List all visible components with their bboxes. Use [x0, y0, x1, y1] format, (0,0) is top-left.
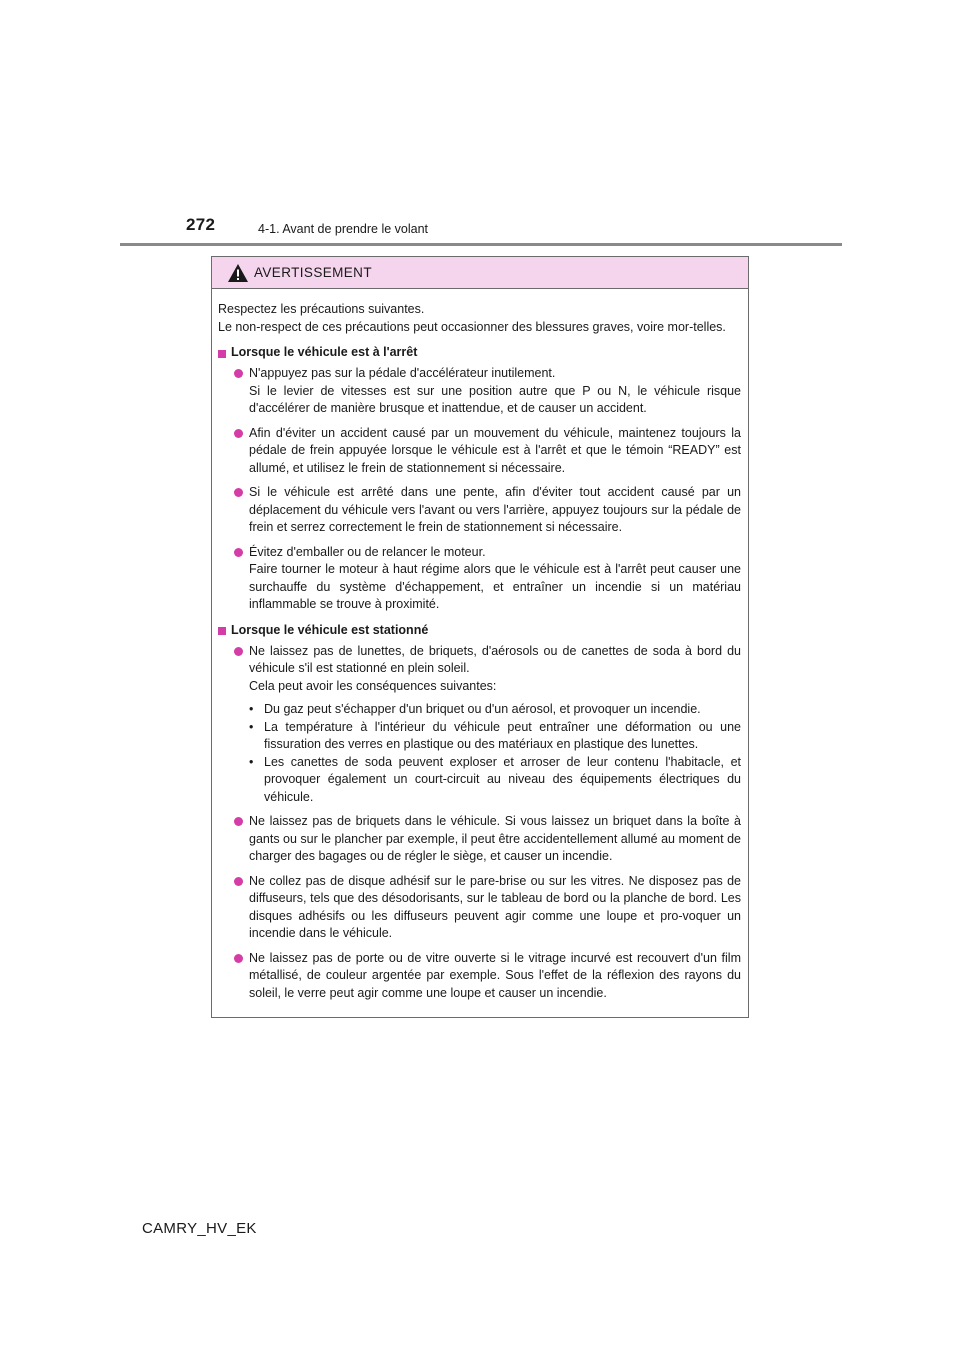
item-text: Afin d'éviter un accident causé par un mouvement du véhicule, maintenez toujours la pédale de frein appuyée lorsque le véhicule est à l'arrêt et que le témoin “READY” est allumé, et utilisez le frein de stationnement si nécessaire.	[249, 425, 741, 475]
item-text: Ne laissez pas de porte ou de vitre ouverte si le vitrage incurvé est recouvert d'un film métallisé, de couleur argentée par exemple. Sous l'effet de la réflexion des rayons du soleil, le verre peut agir comme une loupe et causer un incendie.	[249, 950, 741, 1000]
bullet-dot-icon	[234, 954, 243, 963]
sub-item-text: La température à l'intérieur du véhicule peut entraîner une déformation ou une fissuration des verres en plastique ou des matériaux en plastique des lunettes.	[264, 719, 741, 751]
list-item	[218, 950, 741, 1003]
bullet-dot-icon	[234, 548, 243, 557]
sub-bullet-icon: •	[249, 719, 254, 734]
bullet-dot-icon	[234, 877, 243, 886]
item-text: Si le levier de vitesses est sur une position autre que P ou N, le véhicule risque d'accélérer de manière brusque et inattendue, et de causer un accident.	[249, 383, 741, 415]
list-item	[218, 813, 741, 866]
sub-list-item	[249, 719, 741, 754]
bullet-dot-icon	[234, 647, 243, 656]
sub-bullet-icon: •	[249, 702, 254, 716]
bullet-dot-icon	[234, 369, 243, 378]
list-item	[218, 544, 741, 614]
square-bullet-icon	[218, 350, 226, 358]
warning-box	[211, 256, 749, 1018]
sub-item-text: Du gaz peut s'échapper d'un briquet ou d'un aérosol, et provoquer un incendie.	[264, 702, 701, 716]
item-text: Cela peut avoir les conséquences suivantes:	[249, 678, 497, 693]
warning-title: AVERTISSEMENT	[254, 265, 372, 280]
section-heading-stopped	[218, 344, 741, 362]
sub-item-text: Les canettes de soda peuvent exploser et arroser de leur contenu l'habitacle, et provoquer également un court-circuit au niveau des équipements électriques du véhicule.	[264, 754, 741, 804]
page-number: 272	[186, 215, 216, 234]
intro-line: Le non-respect de ces précautions peut occasionner des blessures graves, voire mor-telles.	[218, 319, 726, 334]
document-code: CAMRY_HV_EK	[142, 1220, 257, 1237]
list-item	[218, 484, 741, 537]
list-item	[218, 425, 741, 478]
square-bullet-icon	[218, 627, 226, 635]
bullet-dot-icon	[234, 817, 243, 826]
section-heading-parked	[218, 622, 741, 640]
warning-body	[212, 289, 748, 1002]
warning-triangle-icon	[227, 263, 249, 283]
item-text: Ne laissez pas de briquets dans le véhicule. Si vous laissez un briquet dans la boîte à gants ou sur le plancher par exemple, il peut être accidentellement allumé au moment de charger des bagages ou de régler le siège, et causer un incendie.	[249, 814, 741, 863]
section-heading-text: Lorsque le véhicule est stationné	[231, 622, 429, 637]
section-heading-text: Lorsque le véhicule est à l'arrêt	[231, 345, 418, 360]
item-text: Évitez d'emballer ou de relancer le moteur.	[249, 544, 486, 559]
item-text: Ne collez pas de disque adhésif sur le pare-brise ou sur les vitres. Ne disposez pas de diffuseurs, tels que des désodorisants, sur le tableau de bord ou la planche de bord. Les disques adhésifs ou les diffuseurs peuvent agir comme une loupe et pro-voquer un incendie dans le véhicule.	[249, 873, 741, 940]
sub-bullet-icon: •	[249, 754, 254, 769]
bullet-dot-icon	[234, 488, 243, 497]
sub-list-item	[249, 701, 741, 719]
item-text: N'appuyez pas sur la pédale d'accélérateur inutilement.	[249, 366, 556, 380]
section-title: 4-1. Avant de prendre le volant	[258, 222, 429, 236]
intro-line: Respectez les précautions suivantes.	[218, 302, 425, 316]
item-text: Si le véhicule est arrêté dans une pente, afin d'éviter tout accident causé par un déplacement du véhicule vers l'avant ou vers l'arrière, appuyez toujours sur la pédale de frein et serrez correctement le frein de stationnement si nécessaire.	[249, 485, 741, 534]
item-text: Faire tourner le moteur à haut régime alors que le véhicule est à l'arrêt peut causer une surchauffe du système d'échappement, et entraîner un incendie si un matériau inflammable se trouve à proximité.	[249, 562, 741, 611]
list-item	[218, 873, 741, 943]
warning-intro	[218, 301, 741, 336]
list-item	[218, 643, 741, 807]
sub-list-item	[249, 754, 741, 807]
warning-header	[212, 257, 748, 289]
item-text: Ne laissez pas de lunettes, de briquets, d'aérosols ou de canettes de soda à bord du véhicule s'il est stationné en plein soleil.	[249, 643, 741, 675]
bullet-dot-icon	[234, 429, 243, 438]
header-rule	[120, 243, 842, 246]
sub-list	[249, 701, 741, 806]
list-item	[218, 365, 741, 418]
